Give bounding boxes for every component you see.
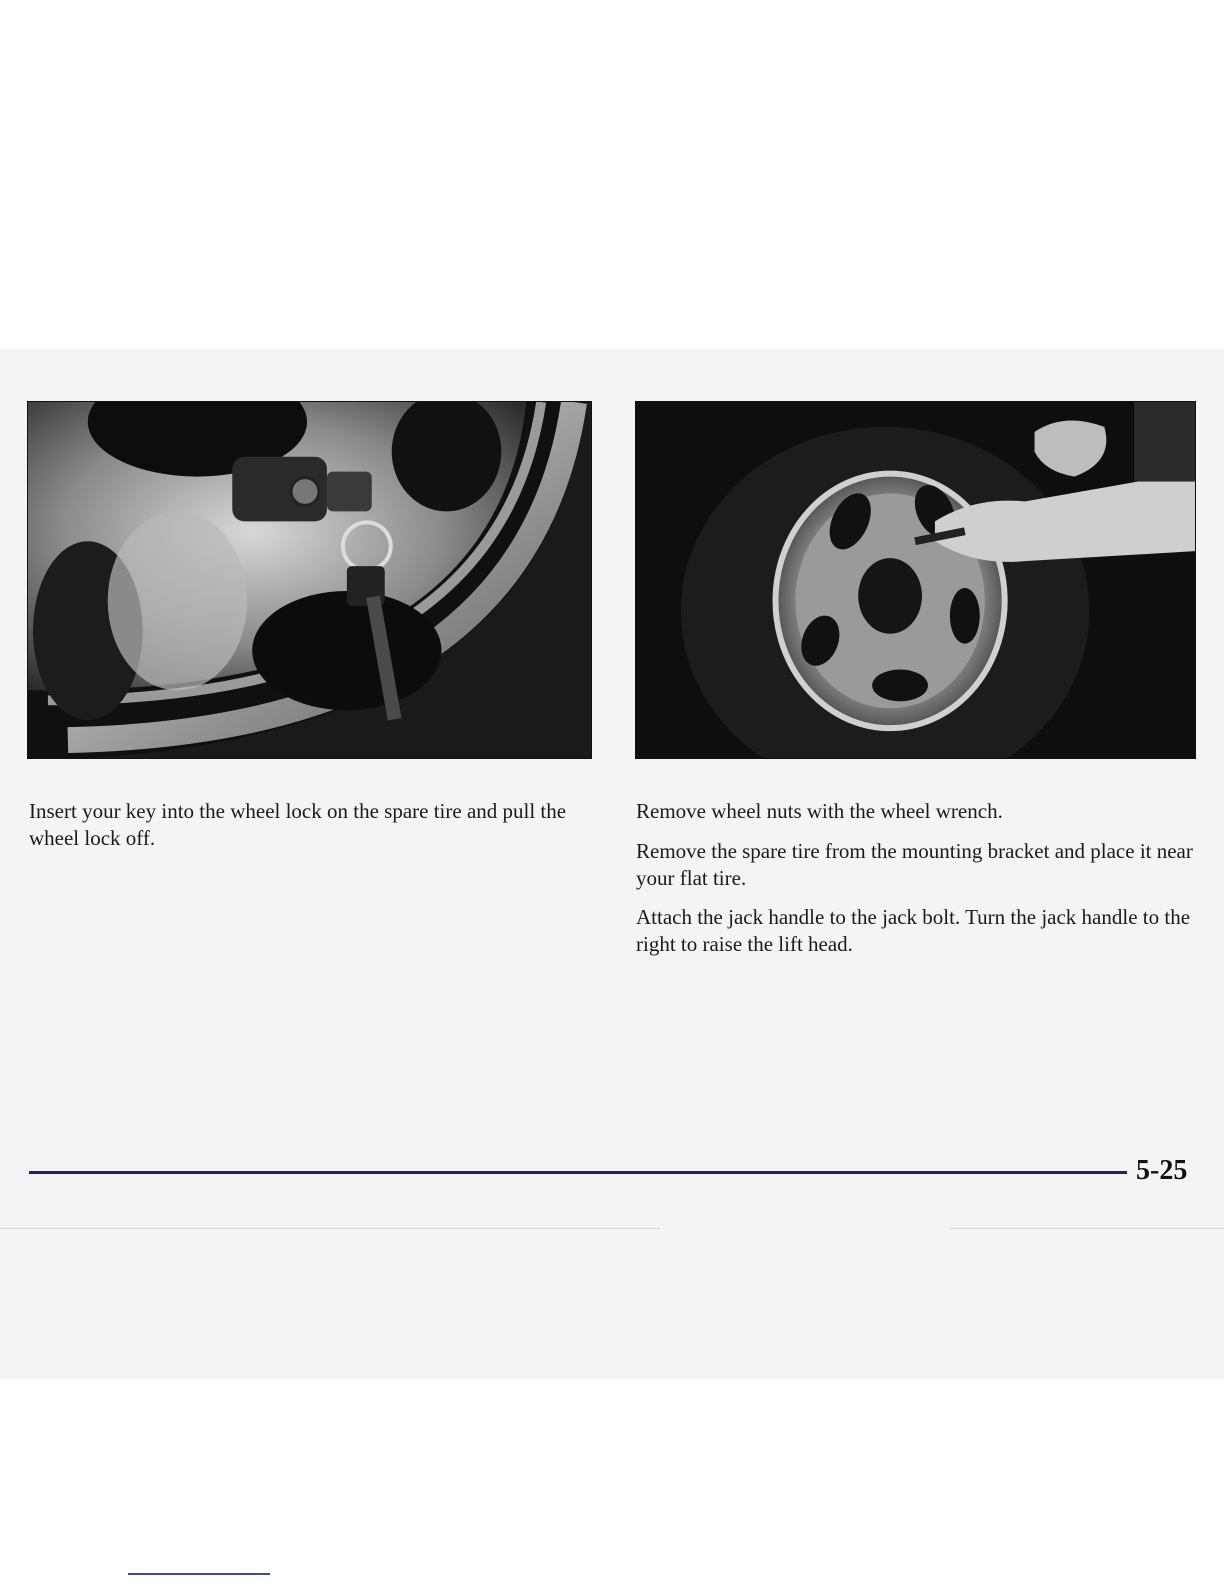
page-number: 5-25 xyxy=(1136,1155,1188,1186)
caption-attach-jack-handle: Attach the jack handle to the jack bolt. Turn the jack handle to the right to raise the lift head. xyxy=(636,905,1191,956)
caption-remove-nuts: Remove wheel nuts with the wheel wrench. xyxy=(636,799,1003,823)
wheel-lock-key-icon xyxy=(28,402,591,758)
wheel-wrench-photo xyxy=(635,401,1196,759)
scan-artifact-line xyxy=(0,1228,660,1229)
footer-rule xyxy=(29,1171,1127,1174)
bottom-mark xyxy=(128,1573,270,1575)
caption-wheel-lock: Insert your key into the wheel lock on the spare tire and pull the wheel lock off. xyxy=(29,799,567,850)
wheel-wrench-icon xyxy=(636,402,1195,758)
scan-artifact-line xyxy=(950,1228,1224,1229)
caption-remove-spare: Remove the spare tire from the mounting bracket and place it near your flat tire. xyxy=(636,839,1193,890)
wheel-lock-photo xyxy=(27,401,592,759)
